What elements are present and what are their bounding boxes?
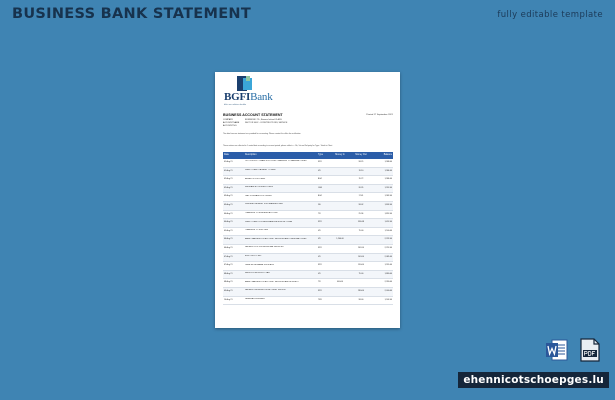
cell-money-out: 280.00	[358, 289, 364, 292]
cell-date: 06 Aug 21	[224, 246, 233, 249]
logo-tagline: bâtir une relation durable	[224, 104, 247, 106]
cell-balance: 1,952.00	[384, 186, 392, 189]
table-header	[223, 152, 393, 159]
statement-title: BUSINESS ACCOUNT STATEMENT	[223, 113, 283, 117]
cell-date: 04 Aug 21	[224, 221, 233, 224]
account-detail-value: SECTOR 0002 - CONSTRUCTIONS, SERVICE	[245, 122, 288, 125]
cell-balance: 1,802.00	[384, 203, 392, 206]
cell-type: DD	[318, 203, 321, 206]
cell-date: 01 Aug 21	[224, 169, 233, 172]
cell-description: DIRECT DEBIT PAYMENT TO RENT	[245, 168, 277, 171]
table-row	[223, 228, 393, 237]
table-row	[223, 262, 393, 271]
statement-note: The data from our statement are provided for accounting. Please contact the office for rectification	[223, 133, 301, 135]
cell-money-in: 1,200.00	[336, 238, 344, 241]
tagline: fully editable template	[497, 10, 603, 20]
table-body	[223, 159, 393, 305]
cell-date: 02 Aug 21	[224, 186, 233, 189]
website-badge[interactable]: ehennicotschoepges.lu	[458, 372, 609, 388]
cell-type: VS	[318, 255, 321, 258]
cell-description: FEES FOR MONTHLY PLAN	[245, 272, 270, 275]
cell-description: DIVIDEND PAYMENT FOR SHAREHOLDER	[245, 203, 283, 206]
table-row	[223, 297, 393, 306]
cell-balance: 1,982.00	[384, 195, 392, 198]
table-row	[223, 185, 393, 194]
cell-date: 10 Aug 21	[224, 298, 233, 301]
cell-balance: 1,500.00	[384, 229, 392, 232]
cell-type: TFR	[318, 298, 322, 301]
cell-type: FPO	[318, 246, 322, 249]
cell-balance: 1,955.00	[384, 264, 392, 267]
cell-date: 05 Aug 21	[224, 229, 233, 232]
cell-money-out: 15.72	[358, 178, 364, 181]
cell-date: 03 Aug 21	[224, 203, 233, 206]
cell-date: 08 Aug 21	[224, 272, 233, 275]
cell-date: 06 Aug 21	[224, 238, 233, 241]
cell-balance: 1,988.00	[384, 161, 392, 163]
cell-date: 09 Aug 21	[224, 289, 233, 292]
cell-description: TRANSFER TO SUPPLIER	[245, 229, 269, 232]
cell-type: FPO	[318, 264, 322, 267]
transactions-table	[223, 152, 393, 305]
cell-money-out: 25.96	[358, 212, 364, 215]
cell-date: 07 Aug 21	[224, 264, 233, 267]
cell-date: 08 Aug 21	[224, 281, 233, 284]
column-header-money-in: Money In	[335, 154, 345, 156]
table-row	[223, 168, 393, 177]
cell-money-out: 20.35	[358, 186, 364, 189]
cell-money-out: 336.68	[358, 221, 364, 224]
cell-date: 07 Aug 21	[224, 255, 233, 258]
cell-type: CHK	[318, 186, 322, 189]
table-row	[223, 202, 393, 211]
cell-description: PAYMENT FOR PROFESSIONAL SERVICES	[245, 246, 284, 249]
cell-description: CASH WITHDRAWAL FROM ATM	[245, 263, 274, 266]
cell-type: VS	[318, 169, 321, 172]
cell-type: VS	[318, 238, 321, 241]
cell-balance: 2,085.00	[384, 255, 392, 258]
cell-money-out: 98.00	[358, 298, 364, 301]
cell-balance: 2,280.00	[384, 281, 392, 284]
column-header-type: Type	[318, 154, 323, 156]
cell-description: ELECTRICITY BILL	[245, 254, 262, 257]
table-row	[223, 219, 393, 228]
headline: BUSINESS BANK STATEMENT	[12, 6, 252, 22]
logo-text: BGFIBank	[224, 91, 273, 103]
cell-money-out: 98.25	[358, 161, 364, 163]
account-detail-label: ACCOUNT NO.	[223, 125, 237, 128]
table-row	[223, 236, 393, 245]
cell-money-out: 98.02	[358, 203, 364, 206]
account-detail-value: BUSINESS LTD., Banana Ireland CLASS	[245, 119, 282, 121]
table-row	[223, 288, 393, 297]
cell-description: CALL FORWARD FOR ORDER	[245, 194, 272, 197]
account-detail-row	[223, 125, 353, 128]
table-row	[223, 254, 393, 263]
word-icon[interactable]	[545, 338, 569, 362]
cell-type: FPO	[318, 289, 322, 292]
cell-type: BGC	[318, 195, 323, 198]
cell-money-in: 400.00	[337, 281, 343, 284]
cell-type: TR	[318, 281, 321, 284]
cell-balance: 1,880.00	[384, 272, 392, 275]
cell-money-out: 19.10	[358, 169, 364, 172]
cell-description: GENERAL EXPENSES	[245, 297, 265, 300]
cell-type: FPO	[318, 221, 322, 224]
cell-date: 03 Aug 21	[224, 195, 233, 198]
cell-description: BANK CHARGES FOR ACCOUNT SERVICES AND OVERDRAFT FEES	[245, 237, 307, 240]
format-icons	[545, 338, 603, 362]
cell-balance: 1,452.00	[384, 221, 392, 224]
cell-type: VS	[318, 229, 321, 232]
bank-logo	[224, 76, 284, 108]
cell-balance: 2,000.00	[384, 289, 392, 292]
cell-balance: 2,232.00	[384, 238, 392, 241]
cell-type: FPO	[318, 161, 322, 163]
column-header-money-out: Money Out	[355, 154, 367, 156]
cell-money-out: 75.00	[358, 272, 364, 275]
logo-mark-icon	[237, 76, 252, 91]
cell-balance: 1,986.00	[384, 178, 392, 181]
column-header-date: Date	[224, 154, 229, 156]
cell-description: PAYMENT RECEIVED FROM CLIENT INVOICE	[245, 289, 286, 292]
account-detail-label: ACCOUNT NAME	[223, 122, 240, 125]
account-details	[223, 119, 353, 129]
cell-date: 02 Aug 21	[224, 178, 233, 181]
table-row	[223, 211, 393, 220]
cell-money-out: 17.41	[358, 195, 364, 198]
cell-description: BANK CHARGES FOR ACCOUNT SERVICES AND INTEREST	[245, 280, 299, 283]
table-row	[223, 193, 393, 202]
cell-description: OUT & SUPPLY CHAIN SOLUTIONS TRANSFER TO MANUFACTURER	[245, 160, 307, 163]
table-row	[223, 271, 393, 280]
table-row	[223, 245, 393, 254]
pdf-icon[interactable]	[579, 338, 601, 362]
cell-date: 01 Aug 21	[224, 161, 233, 163]
cell-money-out: 75.00	[358, 229, 364, 232]
cell-balance: 1,984.00	[384, 169, 392, 172]
cell-date: 04 Aug 21	[224, 212, 233, 215]
cell-type: BGC	[318, 178, 323, 181]
account-detail-label: COMPANY	[223, 119, 233, 121]
statement-note: These entries are collected in 1 sorted date according to account period, please collect a - 1th, 1st and 3rd party for Type - Totals to Client	[223, 145, 333, 147]
cell-type: TR	[318, 212, 321, 215]
column-header-balance: Balance	[383, 154, 392, 156]
statement-date: Printed 17 September 2021	[366, 113, 393, 116]
cell-balance: 1,902.00	[384, 298, 392, 301]
cell-balance: 1,852.00	[384, 212, 392, 215]
cell-description: BENEFITS FOR STAFF	[245, 177, 266, 180]
cell-description: DIRECT DEBIT FOR MERCHANDISE MONTHLY PLAN	[245, 220, 293, 223]
cell-description: TRANSFER TO BUSINESS ACCOUNT	[245, 211, 279, 214]
cell-description: INSURANCE FOR EMPLOYEES	[245, 186, 273, 189]
cell-money-out: 262.00	[358, 246, 364, 249]
column-header-description: Description	[245, 154, 257, 156]
cell-type: VS	[318, 272, 321, 275]
statement-page	[215, 72, 400, 328]
cell-money-out: 130.00	[358, 264, 364, 267]
table-row	[223, 279, 393, 288]
table-row	[223, 159, 393, 168]
cell-money-out: 143.00	[358, 255, 364, 258]
table-row	[223, 176, 393, 185]
cell-balance: 2,252.00	[384, 246, 392, 249]
